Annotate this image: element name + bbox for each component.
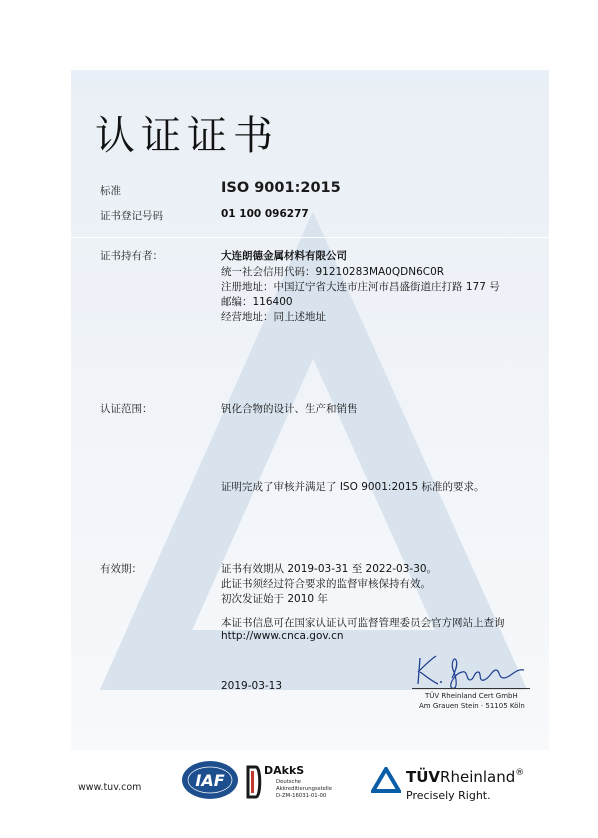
holder-op-address: 经营地址：同上述地址: [221, 311, 326, 323]
holder-label: 证书持有者：: [100, 250, 163, 262]
tuv-brand: [406, 768, 524, 786]
scope-label: 认证范围：: [100, 403, 153, 415]
issuer-name: TÜV Rheinland Cert GmbH: [425, 692, 518, 700]
standard-label: 标准: [100, 185, 121, 197]
dakks-line-1: Deutsche: [276, 779, 302, 785]
holder-postcode: 邮编：116400: [221, 296, 293, 308]
holder-credit-code: 统一社会信用代码：91210283MA0QDN6C0R: [221, 266, 445, 278]
dakks-line-2: Akkreditierungsstelle: [276, 786, 333, 792]
validity-label: 有效期：: [100, 563, 142, 575]
signature: [412, 650, 530, 690]
query-url[interactable]: http://www.cnca.gov.cn: [221, 630, 344, 642]
registration-label: 证书登记号码: [100, 210, 163, 222]
tuv-slogan: Precisely Right.: [406, 789, 491, 802]
validity-line-1: 证书有效期从 2019-03-31 至 2022-03-30。: [221, 563, 438, 575]
compliance-statement: 证明完成了审核并满足了 ISO 9001:2015 标准的要求。: [221, 481, 485, 493]
signature-line: [412, 688, 530, 689]
validity-line-3: 初次发证始于 2010 年: [221, 593, 328, 605]
dakks-name: DAkkS: [264, 764, 305, 777]
issuer-address: Am Grauen Stein · 51105 Köln: [419, 702, 525, 710]
section-divider: [71, 237, 549, 238]
registration-value: 01 100 096277: [221, 208, 309, 220]
holder-name: 大连朗德金属材料有限公司: [221, 250, 347, 262]
certificate-title: 认证证书: [95, 113, 279, 159]
website-link[interactable]: www.tuv.com: [78, 782, 142, 793]
tuv-triangle-icon: [371, 767, 401, 793]
dakks-emblem-icon: [246, 765, 262, 799]
standard-value: ISO 9001:2015: [221, 180, 341, 196]
tuv-brand-reg: ®: [515, 768, 525, 778]
tuv-brand-bold: TÜV: [406, 768, 441, 786]
issue-date: 2019-03-13: [221, 680, 283, 692]
iaf-text: IAF: [195, 771, 225, 790]
query-note: 本证书信息可在国家认证认可监督管理委员会官方网站上查询: [221, 617, 505, 629]
scope-value: 钒化合物的设计、生产和销售: [221, 403, 358, 415]
dakks-line-3: D-ZM-16031-01-00: [276, 793, 327, 799]
tuv-brand-rest: Rheinland: [440, 768, 516, 786]
holder-reg-address: 注册地址：中国辽宁省大连市庄河市昌盛街道庄打路 177 号: [221, 281, 500, 293]
iaf-logo: [181, 760, 239, 800]
validity-line-2: 此证书须经过符合要求的监督审核保持有效。: [221, 578, 431, 590]
